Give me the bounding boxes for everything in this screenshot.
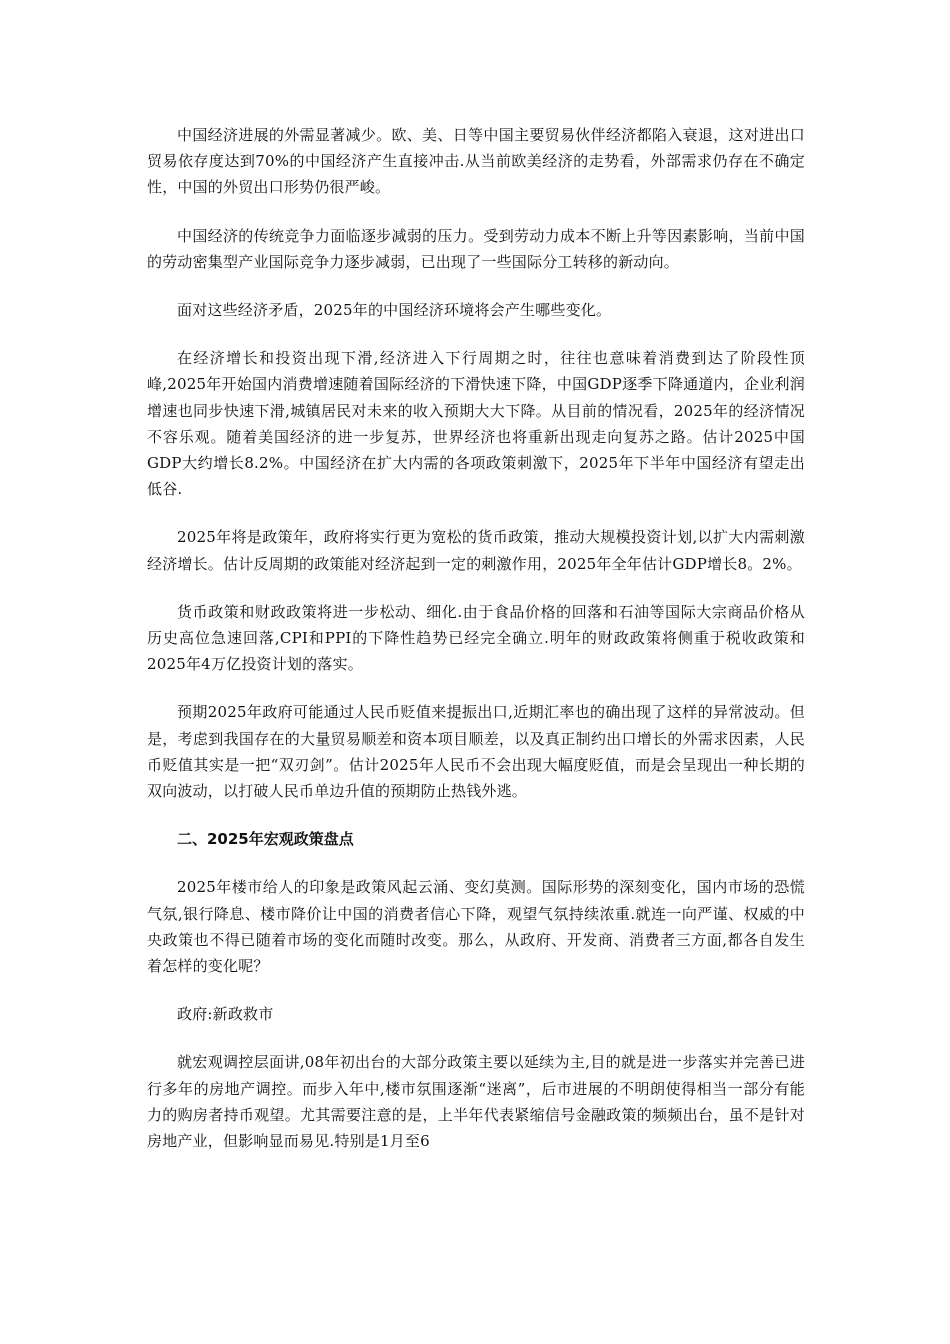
paragraph: 预期2025年政府可能通过人民币贬值来提振出口,近期汇率也的确出现了这样的异常波动。但是，考虑到我国存在的大量贸易顺差和资本项目顺差，以及真正制约出口增长的外需求因素，人民币贬值其实是一把“双刃剑”。估计2025年人民币不会出现大幅度贬值，而是会呈现出一种长期的双向波动，以打破人民币单边升值的预期防止热钱外逃。 xyxy=(147,703,805,801)
paragraph: 中国经济进展的外需显著减少。欧、美、日等中国主要贸易伙伴经济都陷入衰退，这对进出口贸易依存度达到70%的中国经济产生直接冲击.从当前欧美经济的走势看，外部需求仍存在不确定性，中国的外贸出口形势仍很严峻。 xyxy=(147,126,805,197)
subheading: 政府:新政救市 xyxy=(177,1005,274,1024)
paragraph: 中国经济的传统竞争力面临逐步减弱的压力。受到劳动力成本不断上升等因素影响，当前中国的劳动密集型产业国际竞争力逐步减弱，已出现了一些国际分工转移的新动向。 xyxy=(147,226,805,271)
section-heading: 二、2025年宏观政策盘点 xyxy=(177,830,354,849)
paragraph: 面对这些经济矛盾，2025年的中国经济环境将会产生哪些变化。 xyxy=(177,301,612,320)
paragraph: 在经济增长和投资出现下滑,经济进入下行周期之时，往往也意味着消费到达了阶段性顶峰,2025年开始国内消费增速随着国际经济的下滑快速下降，中国GDP逐季下降通道内，企业利润增速也同步快速下滑,城镇居民对未来的收入预期大大下降。从目前的情况看，2025年的经济情况不容乐观。随着美国经济的进一步复苏，世界经济也将重新出现走向复苏之路。估计2025中国GDP大约增长8.2%。中国经济在扩大内需的各项政策刺激下，2025年下半年中国经济有望走出低谷. xyxy=(147,349,805,499)
paragraph: 2025年楼市给人的印象是政策风起云涌、变幻莫测。国际形势的深刻变化，国内市场的恐慌气氛,银行降息、楼市降价让中国的消费者信心下降，观望气氛持续浓重.就连一向严谨、权威的中央政策也不得已随着市场的变化而随时改变。那么，从政府、开发商、消费者三方面,都各自发生着怎样的变化呢？ xyxy=(147,878,805,976)
paragraph: 2025年将是政策年，政府将实行更为宽松的货币政策，推动大规模投资计划,以扩大内需刺激经济增长。估计反周期的政策能对经济起到一定的刺激作用，2025年全年估计GDP增长8。2%。 xyxy=(147,528,805,573)
paragraph: 货币政策和财政政策将进一步松动、细化.由于食品价格的回落和石油等国际大宗商品价格从历史高位急速回落,CPI和PPI的下降性趋势已经完全确立.明年的财政政策将侧重于税收政策和2025年4万亿投资计划的落实。 xyxy=(147,602,805,674)
document-body xyxy=(147,122,805,1176)
paragraph: 就宏观调控层面讲,08年初出台的大部分政策主要以延续为主,目的就是进一步落实并完善已进行多年的房地产调控。而步入年中,楼市氛围逐渐“迷离”，后市进展的不明朗使得相当一部分有能力的购房者持币观望。尤其需要注意的是，上半年代表紧缩信号金融政策的频频出台，虽不是针对房地产业，但影响显而易见.特别是1月至6 xyxy=(147,1053,805,1151)
